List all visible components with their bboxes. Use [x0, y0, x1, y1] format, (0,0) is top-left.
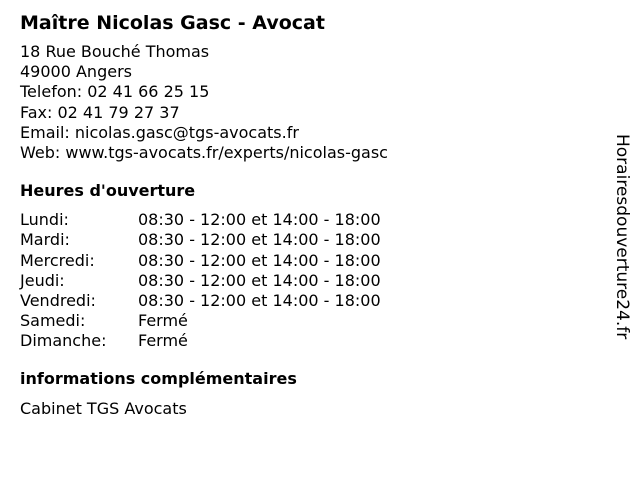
day-label: Dimanche:	[20, 331, 107, 351]
website-address: Web: www.tgs-avocats.fr/experts/nicolas-gasc	[20, 143, 388, 163]
hours-row-monday	[20, 210, 600, 230]
hours-row-tuesday	[20, 230, 600, 250]
day-label: Jeudi:	[20, 270, 65, 290]
day-label: Lundi:	[20, 210, 69, 230]
opening-hours-heading: Heures d'ouverture	[20, 181, 196, 201]
business-card	[20, 10, 600, 419]
time-value: 08:30 - 12:00 et 14:00 - 18:00	[138, 250, 381, 270]
time-value: 08:30 - 12:00 et 14:00 - 18:00	[138, 291, 381, 311]
day-label: Mardi:	[20, 230, 70, 250]
time-value: 08:30 - 12:00 et 14:00 - 18:00	[138, 230, 381, 250]
additional-info-text: Cabinet TGS Avocats	[20, 398, 187, 418]
business-title: Maître Nicolas Gasc - Avocat	[20, 12, 325, 34]
hours-row-sunday	[20, 331, 600, 351]
time-value: Fermé	[138, 331, 188, 351]
hours-row-friday	[20, 291, 600, 311]
additional-info-heading: informations complémentaires	[20, 368, 297, 388]
site-watermark: Horairesdouverture24.fr	[612, 134, 632, 340]
email-address: Email: nicolas.gasc@tgs-avocats.fr	[20, 122, 299, 142]
hours-row-wednesday	[20, 251, 600, 271]
street-address: 18 Rue Bouché Thomas	[20, 42, 210, 61]
time-value: 08:30 - 12:00 et 14:00 - 18:00	[138, 210, 381, 230]
hours-row-thursday	[20, 271, 600, 291]
city-postcode: 49000 Angers	[20, 62, 132, 82]
opening-hours-table	[20, 210, 600, 351]
fax-number: Fax: 02 41 79 27 37	[20, 102, 180, 122]
day-label: Mercredi:	[20, 250, 95, 270]
day-label: Vendredi:	[20, 291, 96, 311]
address-block	[20, 42, 600, 163]
hours-row-saturday	[20, 311, 600, 331]
phone-number: Telefon: 02 41 66 25 15	[20, 82, 210, 102]
time-value: 08:30 - 12:00 et 14:00 - 18:00	[138, 270, 381, 290]
day-label: Samedi:	[20, 311, 86, 331]
time-value: Fermé	[138, 311, 188, 331]
